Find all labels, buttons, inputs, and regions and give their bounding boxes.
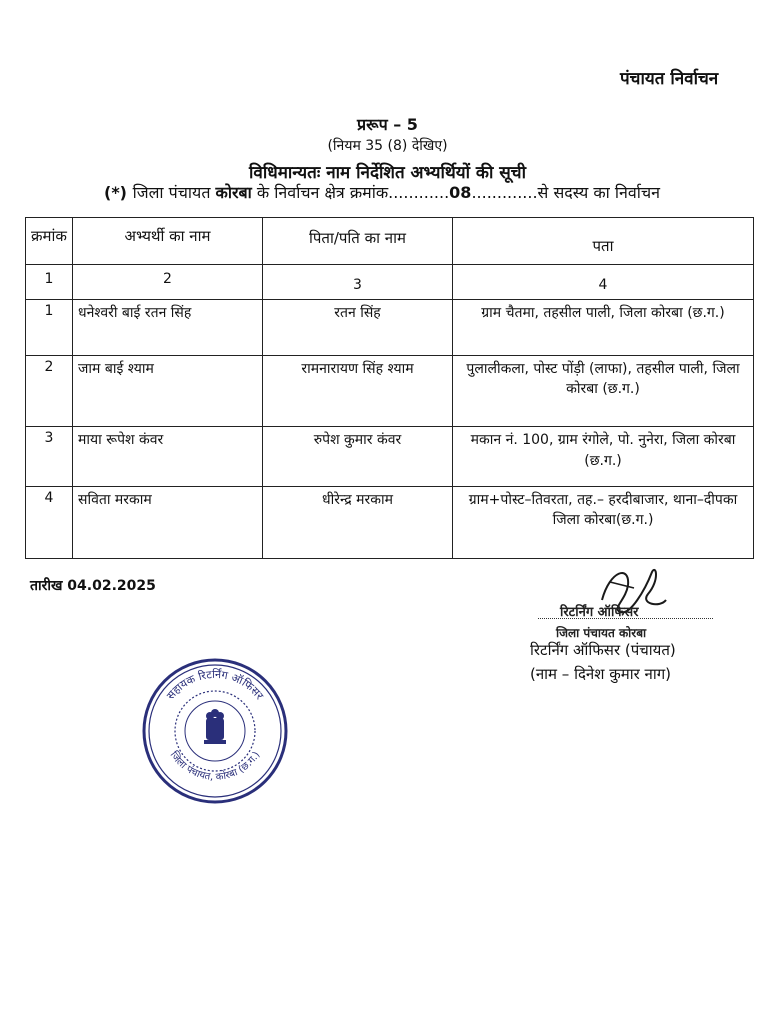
column-number: 2 — [73, 265, 263, 300]
subtitle-district: कोरबा — [215, 183, 252, 202]
subtitle-part1: जिला पंचायत — [132, 183, 216, 202]
subtitle-constituency-number: 08 — [449, 183, 472, 202]
row-address: ग्राम+पोस्ट–तिवरता, तह.– हरदीबाजार, थाना–दीपका जिला कोरबा(छ.ग.) — [453, 487, 754, 559]
officer-name: (नाम – दिनेश कुमार नाग) — [530, 665, 671, 683]
subtitle-part3: .............से सदस्य का निर्वाचन — [471, 183, 660, 202]
table-row — [26, 487, 754, 559]
document-title: विधिमान्यतः नाम निर्देशित अभ्यर्थियों की सूची — [249, 163, 526, 183]
row-father-name: धीरेन्द्र मरकाम — [263, 487, 453, 559]
row-father-name: रुपेश कुमार कंवर — [263, 427, 453, 487]
row-father-name: रतन सिंह — [263, 300, 453, 355]
header-address: पता — [453, 218, 754, 265]
rule-reference: (नियम 35 (8) देखिए) — [327, 138, 448, 154]
row-candidate-name: सविता मरकाम — [73, 487, 263, 559]
stamp-district: जिला पंचायत कोरबा — [556, 626, 647, 640]
signature-block — [520, 560, 740, 700]
column-number: 4 — [453, 265, 754, 300]
column-number: 1 — [26, 265, 73, 300]
document-date: तारीख 04.02.2025 — [30, 578, 156, 594]
row-serial: 4 — [26, 487, 73, 559]
header-candidate-name: अभ्यर्थी का नाम — [73, 218, 263, 265]
subtitle-part2: के निर्वाचन क्षेत्र क्रमांक............ — [251, 183, 450, 202]
header-father-husband-name: पिता/पति का नाम — [263, 218, 453, 265]
row-address: पुलालीकला, पोस्ट पोंड़ी (लाफा), तहसील पाली, जिला कोरबा (छ.ग.) — [453, 355, 754, 427]
table-row — [26, 355, 754, 427]
seal-text-top: सहायक रिटर्निंग ऑफिसर — [164, 667, 267, 703]
table-header-row — [26, 218, 754, 265]
signature-dotted-line — [538, 618, 713, 619]
document-subtitle — [104, 181, 660, 203]
row-candidate-name: जाम बाई श्याम — [73, 355, 263, 427]
row-address: ग्राम चैतमा, तहसील पाली, जिला कोरबा (छ.ग.) — [453, 300, 754, 355]
row-candidate-name: माया रूपेश कंवर — [73, 427, 263, 487]
stamp-officer-title: रिटर्निंग ऑफिसर — [560, 605, 639, 620]
form-number: प्ररूप – 5 — [357, 115, 418, 134]
column-number-row — [26, 265, 754, 300]
table-row — [26, 300, 754, 355]
header-serial: क्रमांक — [26, 218, 73, 265]
svg-text:सहायक रिटर्निंग ऑफिसर — [164, 668, 266, 703]
row-address: मकान नं. 100, ग्राम रंगोले, पो. नुनेरा, जिला कोरबा (छ.ग.) — [453, 427, 754, 487]
row-serial: 2 — [26, 355, 73, 427]
row-serial: 1 — [26, 300, 73, 355]
subtitle-prefix: (*) — [104, 183, 133, 202]
row-serial: 3 — [26, 427, 73, 487]
seal-stamp-icon — [140, 656, 290, 806]
officer-title: रिटर्निंग ऑफिसर (पंचायत) — [530, 641, 676, 659]
emblem-icon — [204, 709, 226, 744]
seal-text-bottom: जिला पंचायत, कोरबा (छ.ग.) — [167, 749, 263, 784]
row-father-name: रामनारायण सिंह श्याम — [263, 355, 453, 427]
official-seal — [140, 656, 290, 806]
column-number: 3 — [263, 265, 453, 300]
row-candidate-name: धनेश्वरी बाई रतन सिंह — [73, 300, 263, 355]
election-header-label: पंचायत निर्वाचन — [620, 69, 719, 89]
table-row — [26, 427, 754, 487]
candidates-table — [25, 217, 754, 559]
